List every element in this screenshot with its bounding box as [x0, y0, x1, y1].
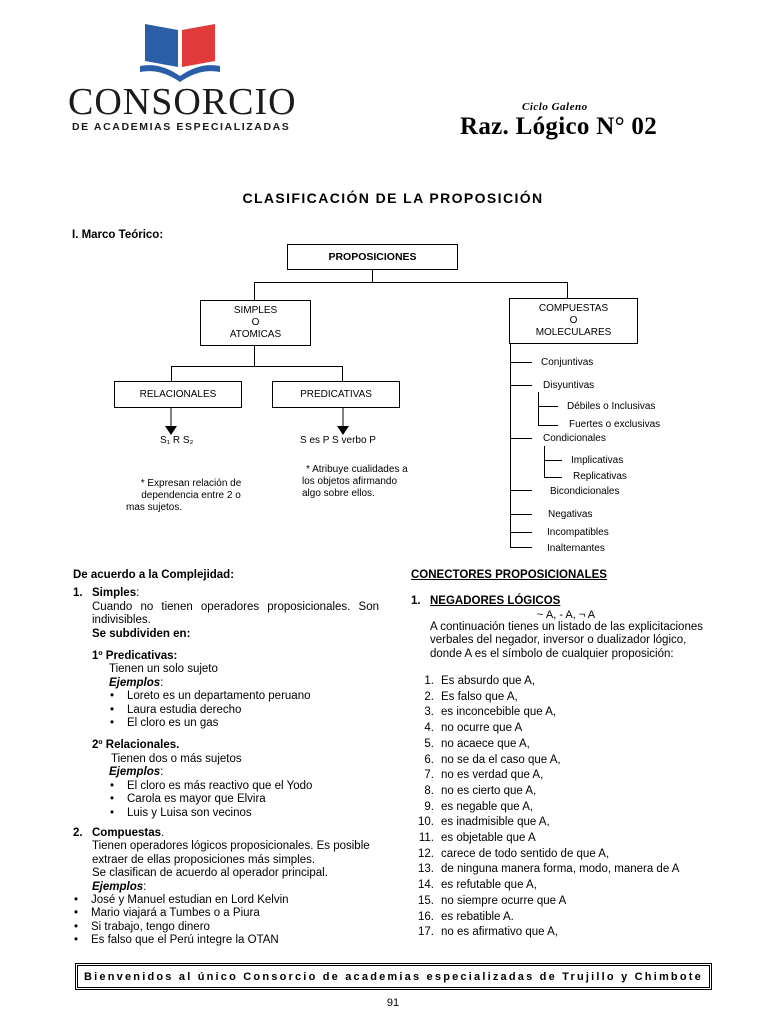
list-item: 13. de ninguna manera forma, modo, manera de A	[418, 863, 680, 876]
relacionales-box: RELACIONALES	[114, 381, 242, 408]
subdivide-label: Se subdividen en:	[92, 627, 191, 640]
right-column	[411, 569, 715, 941]
brand-wordmark: CONSORCIO	[68, 81, 297, 123]
tree-item: Negativas	[548, 509, 593, 520]
list-item: 3. es inconcebible que A,	[424, 706, 557, 719]
list-item: 6. no se da el caso que A,	[424, 753, 561, 766]
complexity-heading: De acuerdo a la Complejidad:	[73, 569, 235, 581]
list-item: 16. es rebatible A.	[418, 910, 514, 923]
cycle-label: Ciclo Galeno	[522, 101, 588, 113]
list-item: 2. Es falso que A,	[424, 690, 518, 703]
negators-list	[411, 674, 715, 941]
examples-label: Ejemplos	[109, 676, 161, 689]
list-item: • Mario viajará a Tumbes o a Piura	[73, 907, 379, 920]
page-number: 91	[386, 997, 400, 1009]
simples-title: Simples	[92, 587, 137, 600]
left-column	[73, 569, 379, 948]
simples-box: SIMPLES O ATOMICAS	[200, 300, 311, 346]
relational-formula: S₁ R S₂	[160, 435, 194, 446]
brand-subtitle: DE ACADEMIAS ESPECIALIZADAS	[72, 121, 291, 133]
negators-title: NEGADORES LÓGICOS	[430, 595, 561, 608]
relational-note: * Expresan relación de dependencia entre 2 o mas sujetos.	[126, 478, 242, 513]
negators-intro: A continuación tienes un listado de las explicitaciones verbales del negador, inversor o dualizador lógico, donde A es el símbolo de cualquier proposición:	[430, 620, 703, 660]
list-item: • El cloro es un gas	[109, 717, 379, 730]
predicativas-box: PREDICATIVAS	[272, 381, 400, 408]
tree-item: Implicativas	[571, 455, 624, 466]
predicativas-section: 1º Predicativas: Tienen un solo sujeto Ejemplos: • Loreto es un departamento peruano • Laura estudia derecho • El cloro es un gas	[92, 650, 379, 730]
list-item: • Luis y Luisa son vecinos	[109, 807, 379, 820]
simples-section: 1. Simples: Cuando no tienen operadores proposicionales. Son indivisibles. Se subdividen en:	[73, 587, 379, 640]
list-item: 1. Es absurdo que A,	[424, 675, 535, 688]
list-item: 14. es refutable que A,	[418, 879, 537, 892]
list-item: • Si trabajo, tengo dinero	[73, 921, 379, 934]
arrow-down-icon	[336, 408, 350, 436]
list-item: • Laura estudia derecho	[109, 704, 379, 717]
book-logo-icon	[140, 22, 220, 84]
examples-label: Ejemplos	[92, 880, 144, 893]
examples-label: Ejemplos	[109, 766, 161, 779]
negators-section: 1. NEGADORES LÓGICOS	[411, 595, 561, 608]
list-item: 11. es objetable que A	[418, 832, 536, 845]
list-item: 9. es negable que A,	[424, 800, 534, 813]
tree-item: Conjuntivas	[541, 357, 594, 368]
list-item: 7. no es verdad que A,	[424, 769, 544, 782]
compuestas-examples	[73, 894, 379, 948]
page-title: CLASIFICACIÓN DE LA PROPOSICIÓN	[242, 190, 544, 206]
compuestas-title: Compuestas	[92, 826, 162, 839]
list-item: 5. no acaece que A,	[424, 737, 530, 750]
tree-item: Fuertes o exclusivas	[569, 419, 661, 430]
course-title: Raz. Lógico N° 02	[460, 113, 658, 140]
tree-item: Condicionales	[543, 433, 606, 444]
list-item: 12. carece de todo sentido de que A,	[418, 847, 610, 860]
predicative-note: * Atribuye cualidades a los objetos afirmando algo sobre ellos.	[302, 464, 408, 499]
arrow-down-icon	[164, 408, 178, 436]
tree-item: Replicativas	[573, 471, 627, 482]
predicative-formula: S es P S verbo P	[300, 435, 376, 446]
compuestas-description: Tienen operadores lógicos proposicionales. Es posible extraer de ellas proposiciones más simples.	[92, 840, 370, 866]
list-item: 4. no ocurre que A	[424, 722, 523, 735]
list-item: 17. no es afirmativo que A,	[418, 926, 558, 939]
list-item: 15. no siempre ocurre que A	[418, 894, 567, 907]
negation-symbols: ~ A, - A, ¬ A	[537, 608, 596, 621]
list-item: • Loreto es un departamento peruano	[109, 690, 379, 703]
list-item: 10. es inadmisible que A,	[418, 816, 550, 829]
connectors-heading: CONECTORES PROPOSICIONALES	[411, 569, 607, 581]
list-item: • El cloro es más reactivo que el Yodo	[109, 780, 379, 793]
section-heading: I. Marco Teórico:	[72, 229, 164, 241]
list-item: • Carola es mayor que Elvira	[109, 793, 379, 806]
list-item: • Es falso que el Perú integre la OTAN	[73, 934, 379, 947]
relacionales-examples	[92, 780, 379, 820]
compuestas-section: 2. Compuestas. Tienen operadores lógicos proposicionales. Es posible extraer de ellas proposiciones más simples. Se clasifican de acuerdo al operador principal. Ejemplos:	[73, 827, 379, 894]
relacionales-section: 2º Relacionales. Tienen dos o más sujetos Ejemplos: • El cloro es más reactivo que el Yodo • Carola es mayor que Elvira • Luis y Luisa son vecinos	[92, 739, 379, 819]
tree-item: Bicondicionales	[550, 486, 620, 497]
relacionales-title: 2º Relacionales.	[92, 739, 180, 752]
predicativas-examples	[92, 690, 379, 730]
tree-item: Inalternantes	[547, 543, 605, 554]
tree-item: Disyuntivas	[543, 380, 595, 391]
simples-description: Cuando no tienen operadores proposicionales. Son indivisibles.	[92, 600, 379, 627]
list-item: • José y Manuel estudian en Lord Kelvin	[73, 894, 379, 907]
compuestas-box: COMPUESTAS O MOLECULARES	[509, 298, 638, 344]
tree-item: Incompatibles	[547, 527, 609, 538]
diagram-root-box: PROPOSICIONES	[287, 244, 458, 270]
predicativas-title: 1º Predicativas:	[92, 650, 178, 663]
footer-banner: Bienvenidos al único Consorcio de academias especializadas de Trujillo y Chimbote	[75, 963, 712, 990]
list-item: 8. no es cierto que A,	[424, 784, 537, 797]
tree-item: Débiles o Inclusivas	[567, 401, 656, 412]
